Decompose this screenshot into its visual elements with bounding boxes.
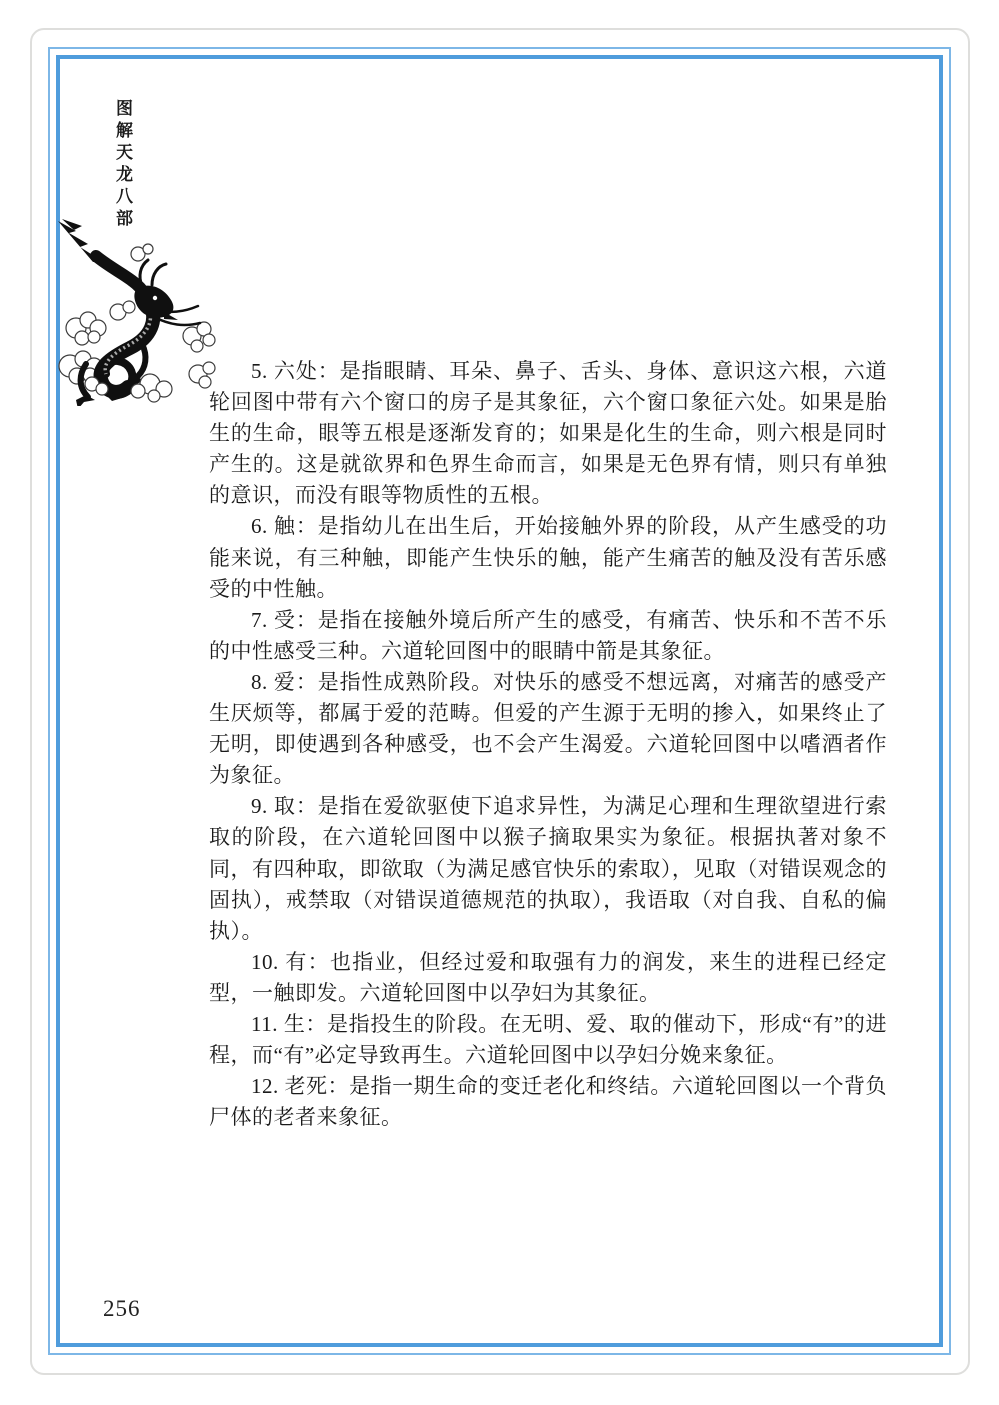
book-title-vertical <box>116 101 133 228</box>
paragraph-six-sense-bases: 5. 六处：是指眼睛、耳朵、鼻子、舌头、身体、意识这六根，六道轮回图中带有六个窗口的房子是其象征，六个窗口象征六处。如果是胎生的生命，眼等五根是逐渐发育的；如果是化生的生命，则六根是同时产生的。这是就欲界和色界生命而言，如果是无色界有情，则只有单独的意识，而没有眼等物质性的五根。 <box>209 359 887 508</box>
title-char: 龙 <box>116 165 133 185</box>
title-char: 八 <box>116 187 133 207</box>
dragon-cloud-illustration <box>52 216 222 406</box>
title-char: 部 <box>116 209 133 229</box>
paragraph-craving: 8. 爱：是指性成熟阶段。对快乐的感受不想远离，对痛苦的感受产生厌烦等，都属于爱的范畴。但爱的产生源于无明的掺入，如果终止了无明，即使遇到各种感受，也不会产生渴爱。六道轮回图中以嗜酒者作为象征。 <box>209 669 887 788</box>
title-char: 图 <box>116 99 133 119</box>
paragraph-contact: 6. 触：是指幼儿在出生后，开始接触外界的阶段，从产生感受的功能来说，有三种触，即能产生快乐的触，能产生痛苦的触及没有苦乐感受的中性触。 <box>209 514 887 601</box>
title-char: 解 <box>116 121 133 141</box>
paragraph-feeling: 7. 受：是指在接触外境后所产生的感受，有痛苦、快乐和不苦不乐的中性感受三种。六道轮回图中的眼睛中箭是其象征。 <box>209 607 887 663</box>
paragraph-becoming: 10. 有：也指业，但经过爱和取强有力的润发，来生的进程已经定型，一触即发。六道轮回图中以孕妇为其象征。 <box>209 949 887 1005</box>
paragraph-aging-death: 12. 老死：是指一期生命的变迁老化和终结。六道轮回图以一个背负尸体的老者来象征。 <box>209 1074 887 1130</box>
title-char: 天 <box>116 143 133 163</box>
page-number: 256 <box>103 1296 141 1321</box>
body-text-block <box>209 356 887 1133</box>
paragraph-grasping: 9. 取：是指在爱欲驱使下追求异性，为满足心理和生理欲望进行索取的阶段，在六道轮回图中以猴子摘取果实为象征。根据执著对象不同，有四种取，即欲取（为满足感官快乐的索取），见取（对错误观念的固执），戒禁取（对错误道德规范的执取），我语取（对自我、自私的偏执）。 <box>209 794 887 943</box>
paragraph-birth: 11. 生：是指投生的阶段。在无明、爱、取的催动下，形成“有”的进程，而“有”必定导致再生。六道轮回图中以孕妇分娩来象征。 <box>209 1011 887 1068</box>
dragon-icon <box>52 216 222 406</box>
